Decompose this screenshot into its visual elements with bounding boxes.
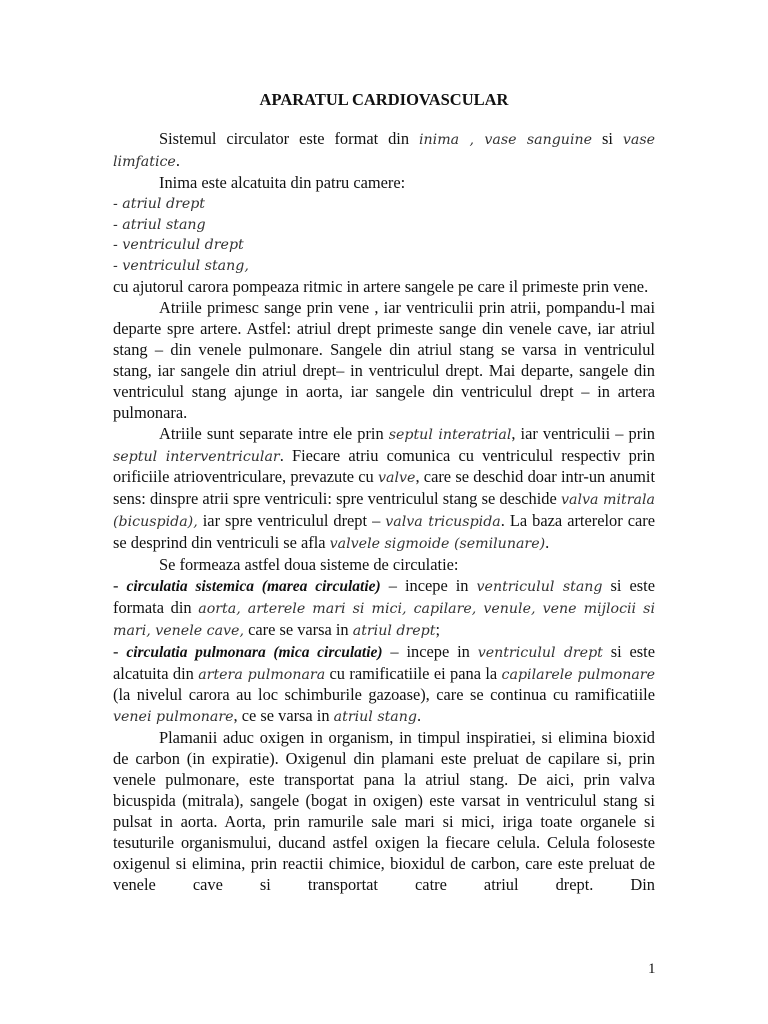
chambers-end-paragraph: cu ajutorul carora pompeaza ritmic in artere sangele pe care il primeste prin vene. [113, 277, 649, 297]
systemic-italic-2: aorta, arterele mari si mici, capilare, venule, vene mijlocii si mari, venele cave, [113, 600, 655, 639]
intro-text-1: Sistemul circulator este format din [159, 128, 419, 148]
systemic-circulation-item [113, 576, 655, 642]
septum-text-5: iar spre ventriculul drept – [197, 511, 386, 531]
pulmonary-text-1: – incepe in [382, 641, 478, 661]
septum-text-3: . Fiecare atriu comunica cu ventriculul respectiv prin orificiile atrioventriculare, prevazute cu [113, 445, 655, 487]
chamber-item: - atriul drept [113, 195, 206, 212]
systemic-italic-1: ventriculul stang [476, 578, 603, 595]
document-body [113, 90, 655, 896]
chamber-item: - atriul stang [113, 216, 206, 233]
septum-italic-6: valvele sigmoide (semilunare) [329, 536, 546, 553]
pulmonary-text-5: , ce se varsa in [233, 706, 334, 726]
intro-italic-1: inima , vase sanguine [419, 131, 593, 148]
systemic-italic-3: atriul drept [352, 622, 436, 639]
septum-text-6: . La baza arterelor care se desprind din ventriculi se afla [113, 511, 655, 553]
septum-paragraph [113, 424, 655, 555]
pulmonary-italic-4: venei pulmonare [113, 709, 234, 726]
septum-italic-1: septul interatrial [388, 426, 512, 443]
systemic-text-2: si este formata din [113, 575, 655, 617]
atria-paragraph: Atriile primesc sange prin vene , iar ventriculii prin atrii, pompandu-l mai departe spre artere. Astfel: atriul drept primeste sange din venele cave, iar atriul stang – din venele pulmonare. Sangele din atriul stang se varsa in ventriculul stang, iar sangele din atriul drept– in ventriculul drept. Mai departe, sangele din ventriculul stang ajunge in aorta, iar sangele din ventriculul drept – in artera pulmonara. [113, 298, 655, 422]
intro-italic-2: vase limfatice [113, 131, 655, 170]
pulmonary-text-3: cu ramificatiile ei pana la [325, 663, 502, 683]
page-number: 1 [648, 961, 656, 977]
systemic-name: circulatia sistemica (marea circulatie) [126, 577, 381, 595]
septum-italic-4: valva mitrala (bicuspida), [113, 492, 655, 531]
pulmonary-italic-1: ventriculul drept [477, 644, 603, 661]
pulmonary-text-2: si este alcatuita din [113, 641, 655, 683]
intro-text-3: . [175, 150, 180, 170]
systemic-dash: - [113, 575, 127, 595]
septum-italic-2: septul interventricular [113, 448, 280, 465]
chamber-item: - ventriculul stang, [113, 258, 249, 275]
pulmonary-circulation-item [113, 642, 655, 729]
septum-text-1: Atriile sunt separate intre ele prin [159, 423, 389, 443]
septum-italic-3: valve [378, 470, 416, 487]
pulmonary-name: circulatia pulmonara (mica circulatie) [126, 643, 383, 661]
document-title: APARATUL CARDIOVASCULAR [259, 90, 509, 109]
chambers-intro: Inima este alcatuita din patru camere: [159, 172, 406, 192]
pulmonary-italic-3: capilarele pulmonare [501, 666, 655, 683]
pulmonary-italic-5: atriul stang [333, 709, 417, 726]
intro-paragraph [113, 129, 655, 173]
systems-intro: Se formeaza astfel doua sisteme de circulatie: [159, 555, 459, 575]
systemic-text-4: ; [435, 619, 441, 639]
septum-text-7: . [545, 533, 550, 553]
pulmonary-text-6: . [416, 706, 422, 726]
systemic-text-3: care se varsa in [243, 619, 353, 639]
pulmonary-italic-2: artera pulmonara [198, 666, 326, 683]
septum-italic-5: valva tricuspida [385, 514, 501, 531]
septum-text-2: , iar ventriculii – prin [511, 423, 655, 443]
pulmonary-dash: - [113, 641, 127, 661]
pulmonary-text-4: (la nivelul carora au loc schimburile gazoase), care se continua cu ramificatiile [113, 685, 655, 705]
septum-text-4: , care se deschid doar intr-un anumit sens: dinspre atrii spre ventriculi: spre ventriculul stang se deschide [113, 467, 655, 509]
intro-text-2: si [592, 128, 623, 148]
systemic-text-1: – incepe in [380, 575, 477, 595]
lungs-paragraph: Plamanii aduc oxigen in organism, in timpul inspiratiei, si elimina bioxid de carbon (in expiratie). Oxigenul din plamani este preluat de capilare si, prin venele pulmonare, este transportat pana la atriul stang. De aici, prin valva bicuspida (mitrala), sangele (bogat in oxigen) este varsat in ventriculul stang si pulsat in aorta. Aorta, prin ramurile sale mari si mici, iriga toate organele si tesuturile organismului, ducand astfel oxigen la fiecare celula. Celula foloseste oxigenul si elimina, prin reactii chimice, bioxidul de carbon, care este preluat de venele cave si transportat catre atriul drept. Din [113, 728, 655, 894]
chamber-item: - ventriculul drept [113, 237, 244, 254]
